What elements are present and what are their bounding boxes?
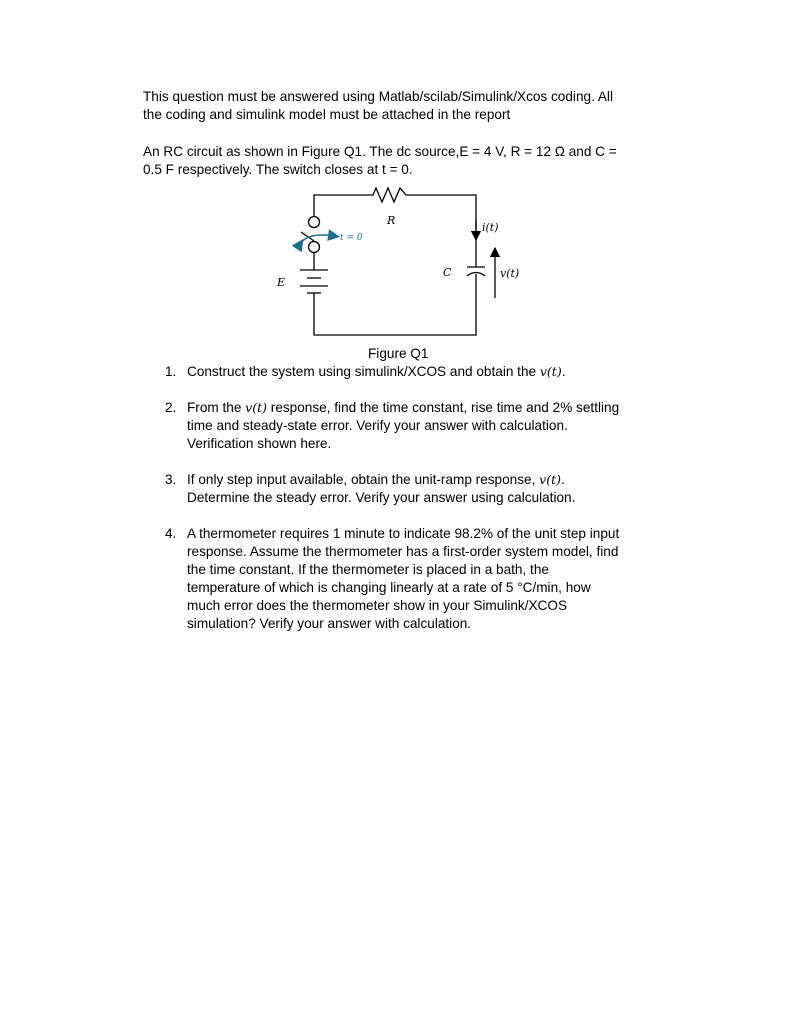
question-text: Construct the system using simulink/XCOS and obtain the [187,364,540,379]
circuit-description [143,143,673,179]
question-text: If only step input available, obtain the unit-ramp response, [187,472,540,487]
label-R: R [387,214,396,227]
question-text: response. Assume the thermometer has a first-order system model, find [187,544,619,559]
question-list [165,363,675,651]
math-v-t: v(t) [245,400,268,415]
rc-circuit-diagram [270,180,540,345]
figure-caption: Figure Q1 [368,346,429,361]
question-3 [165,471,675,507]
question-text: From the [187,400,246,415]
intro-line-2: the coding and simulink model must be attached in the report [143,107,511,122]
label-i: i(t) [482,221,499,234]
intro-line-1: This question must be answered using Matlab/scilab/Simulink/Xcos coding. All [143,89,613,104]
question-number: 4. [165,526,177,541]
label-E: E [277,276,286,289]
question-text: much error does the thermometer show in your Simulink/XCOS [187,598,568,613]
question-text: Determine the steady error. Verify your answer using calculation. [187,490,576,505]
math-v-t: v(t) [539,472,561,487]
math-v-t: v(t) [539,364,562,379]
question-text: time and steady-state error. Verify your answer with calculation. [187,418,568,433]
question-2 [165,399,675,453]
switch-terminal-bottom [309,242,320,253]
question-text: temperature of which is changing linearly at a rate of 5 °C/min, how [187,580,591,595]
circuit-line-1: An RC circuit as shown in Figure Q1. The dc source,E = 4 V, R = 12 Ω and C = [143,144,617,159]
switch-terminal-top [309,217,320,228]
question-text: the time constant. If the thermometer is placed in a bath, the [187,562,549,577]
label-v: v(t) [500,267,520,280]
question-text: Verification shown here. [187,436,332,451]
question-period: . [560,472,565,487]
label-C: C [443,266,452,279]
question-number: 2. [165,400,177,415]
question-text: response, find the time constant, rise time and 2% settling [267,400,620,415]
question-text: A thermometer requires 1 minute to indicate 98.2% of the unit step input [187,526,620,541]
question-number: 3. [165,472,177,487]
question-text: simulation? Verify your answer with calculation. [187,616,472,631]
intro-paragraph [143,88,673,124]
question-period: . [561,364,566,379]
label-switch-time: t = 0 [340,233,363,243]
circuit-line-2: 0.5 F respectively. The switch closes at t = 0. [143,162,413,177]
top-wire-resistor [314,188,476,335]
question-1 [165,363,675,381]
question-4 [165,525,675,633]
question-number: 1. [165,364,177,379]
